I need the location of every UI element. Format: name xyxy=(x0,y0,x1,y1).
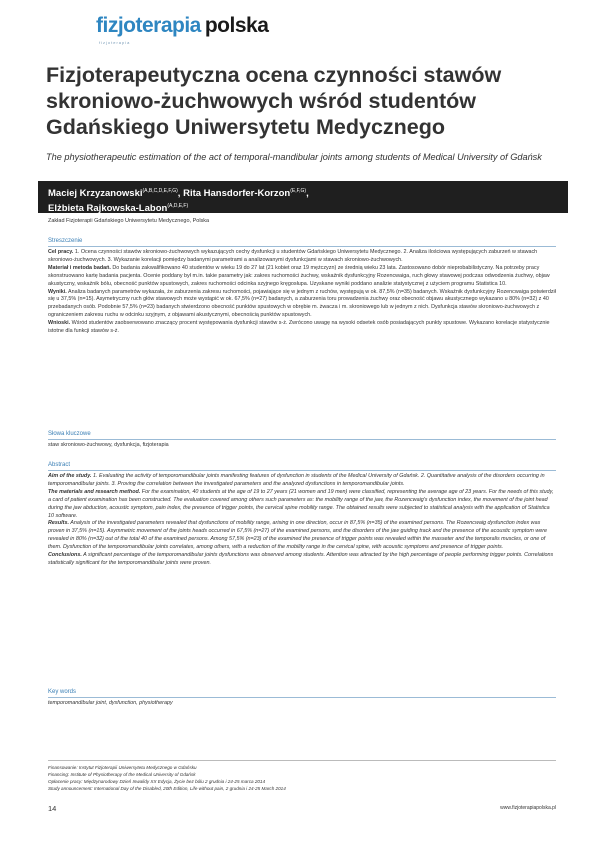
logo-part1: fizjoterapia xyxy=(96,14,201,37)
abstract-paragraph xyxy=(48,320,556,336)
abstract-body xyxy=(48,473,556,568)
logo-subtext: fizjoterapia xyxy=(99,40,131,45)
streszczenie-body xyxy=(48,249,556,336)
article-subtitle: The physiotherapeutic estimation of the act of temporal-mandibular joints among students of Medical University of Gdańsk xyxy=(46,152,542,162)
abstract-paragraph xyxy=(48,473,556,489)
authors-bar: Maciej Krzyzanowski$^{(A,B,C,D,E,F,G)}$, Rita Hansdorfer-Korzon$^{(E,F,G)}$, Elżbieta Rajkowska-Labon$^{(A,D,E,F)}$ xyxy=(38,181,568,213)
keywords-en-heading: Key words xyxy=(48,689,77,695)
author-name: Maciej Krzyzanowski xyxy=(48,188,143,200)
divider xyxy=(48,697,556,698)
footnote: Finansowanie: Instytut Fizjoterapii Uniwersytetu Medycznego w Gdańsku xyxy=(48,765,197,770)
logo-part2: polska xyxy=(204,14,269,37)
page-number: 14 xyxy=(48,804,57,813)
paragraph-text: A significant percentage of the temporomandibular joints dysfunctions was observed among students. Attention was attracted by the high percentage of people performing trigger points. Correlations statistically significant for the temporomandibular joints were proven. xyxy=(48,552,554,566)
abstract-heading: Abstract xyxy=(48,462,71,468)
paragraph-text: 1. Ocena czynności stawów skroniowo-żuchwowych wykazujących cechy dysfunkcji u studentów Gdańskiego Uniwersytetu Medycznego. 2. Analiza ilościowa występujących zaburzeń w stawach skroniowo-żuchwowych. 3. Wykazanie korelacji pomiędzy badanymi parametrami a analizowanymi dysfunkcjami w stawach skroniowo-żuchwowych. xyxy=(48,249,538,263)
divider xyxy=(48,246,556,247)
paragraph-text: Do badania zakwalifikowano 40 studentów w wieku 19 do 27 lat (21 kobiet oraz 19 mężczyzn) ze średnią wieku 23 lata. Zastosowano dobór nieprobabilistyczny. Na potrzeby pracy skonstruowano kartę badania pacjenta. Ocenie poddany był m.in. takie parametry jak: zakres ruchomości żuchwy, wskaźnik dysfunkcyjny Rozencwaiga, ruch głowy stawowej podczas odwodzenia żuchwy, objaw akustyczny, wskaźnik bólu, obecność punktów spustowych, zakres ruchomości odcinka szyjnego kręgosłupa. Uzyskane wyniki poddano analizie statystycznej z użyciem programu Statistica 10. xyxy=(48,264,550,287)
paragraph-label: Aim of the study. xyxy=(48,473,92,479)
paragraph-label: Materiał i metoda badań. xyxy=(48,264,111,271)
paragraph-label: Cel pracy. xyxy=(48,249,74,255)
paragraph-text: Analysis of the investigated parameters revealed that dysfunctions of mobility range, arising in one direction, occur in 87,5% (n=35) of the examined persons. The Rozencwaig dysfunction index was proven in 37,5% (n=15). Asymmetric movement of the joints heads occurred in 67,5% (n=27) of the examined persons, and the disorders of the jaw guiding track and the presence of the acoustic symptom were revealed in 80% (n=32) out of the total 40 of the examined persons. Among 57,5% (n=23) of the examined the presence of trigger points was revealed within the masseter and the temporalis muscles, or one of them. Dysfunction of the temporomandibular joints correlates, among others, with a reduction of the mobility range in the cervical spine, with acoustic symptoms and presence of trigger points. xyxy=(48,520,547,551)
divider xyxy=(48,439,556,440)
footnote: Financing: Institute of Physiotherapy of the Medical University of Gdańsk xyxy=(48,772,196,777)
paragraph-label: Conclusions. xyxy=(48,552,82,559)
footnote: Opłacenie pracy: Międzynarodowy Dzień Inwalidy XX Edycja, Życie bez bólu 2 grudnia i 24-25 marca 2014 xyxy=(48,779,266,784)
abstract-paragraph xyxy=(48,520,556,552)
footnote: Study announcement: International Day of the Disabled, 20th Edition, Life without pain, 2 grudnia i 24-25 March 2014 xyxy=(48,786,286,791)
footnotes xyxy=(48,760,556,792)
abstract-paragraph xyxy=(48,489,556,521)
abstract-paragraph xyxy=(48,249,556,265)
keywords-pl: staw skroniowo-żuchwowy, dysfunkcja, fizjoterapia xyxy=(48,442,169,448)
abstract-paragraph xyxy=(48,552,556,568)
author-contribution: (A,B,C,D,E,F,G) xyxy=(142,188,178,194)
keywords-pl-heading: Słowa kluczowe xyxy=(48,431,91,437)
keywords-en: temporomandibular joint, dysfunction, physiotherapy xyxy=(48,700,173,706)
abstract-paragraph xyxy=(48,265,556,289)
author-contribution: (E,F,G) xyxy=(290,188,307,194)
author-contribution: (A,D,E,F) xyxy=(167,203,189,210)
journal-logo xyxy=(96,14,268,38)
paragraph-text: Analiza badanych parametrów wykazała, że zaburzenia zakresu ruchomości, pojawiające się w jednym z ruchów, występują w ok. 87,5% (n=35) badanych. Wskaźnik dysfunkcyjny Rozencwaiga potwierdził się u 37,5% (n=15). Asymetryczny ruch głów stawowych może wystąpić w ok. 67,5% (n=27) badanych, a zaburzenia toru prowadzenia żuchwy oraz obecność objawu akustycznego wykazano u 80% (n=32) z 40 przebadanych osób. Podobnie 57,5% (n=23) badanych stwierdzono obecność punktów spustowych w obrębie m. żwacza i m. skroniowego lub w jednym z nich. Dysfunkcja stawów skroniowo-żuchwowych z ograniczeniem zakresu ruchu w odcinku szyjnym, z objawami akustycznymi, obecnością punktów spustowych. xyxy=(48,288,556,319)
streszczenie-heading: Streszczenie xyxy=(48,238,83,244)
paragraph-label: Results. xyxy=(48,520,69,527)
article-title: Fizjoterapeutyczna ocena czynności stawów skroniowo-żuchwowych wśród studentów Gdańskiego Uniwersytetu Medycznego xyxy=(46,63,502,139)
divider xyxy=(48,470,556,471)
paragraph-label: Wyniki. xyxy=(48,288,67,295)
paragraph-text: Wśród studentów zaobserwowano znaczący procent występowania dysfunkcji stawów s-ż. Zwrócono uwagę na wysoki odsetek osób posiadających punkty spustowe. Wykazano korelacje statystycznie istotne dla funkcji stawów s-ż. xyxy=(48,320,550,335)
abstract-paragraph xyxy=(48,289,556,321)
paragraph-text: 1. Evaluating the activity of temporomandibular joints manifesting features of dysfunction in students of the Medical University of Gdańsk. 2. Quantitative analysis of the disorders occurring in temporomandibular joints. 3. Proving the correlation between the investigated parameters and the analyzed dysfunctions in temporomandibular joints. xyxy=(48,473,545,487)
author-name: Elżbieta Rajkowska-Labon xyxy=(48,203,168,215)
author-name: Rita Hansdorfer-Korzon xyxy=(183,188,291,200)
paragraph-label: The materials and research method. xyxy=(48,488,141,495)
paragraph-text: For the examination, 40 students at the age of 19 to 27 years (21 women and 19 men) were classified, representing the average age of 23 years. For the needs of this study, a card of patient examination has been constructed. The evaluation covered among others such parameters as: the mobility range of the jaw, the Rozencwaig's dysfunction index, the movement of the joint head during the jaw abduction, acoustic symptom, pain index, the presence of trigger points, the cervical spine mobility range. The obtained results were subjected to statistical analysis with the application of Statistica 10 software. xyxy=(48,488,554,519)
affiliation: Zakład Fizjoterapii Gdańskiego Uniwersytetu Medycznego, Polska xyxy=(48,218,210,224)
paragraph-label: Wnioski. xyxy=(48,320,71,327)
journal-url: www.fizjoterapiapolska.pl xyxy=(500,805,556,811)
